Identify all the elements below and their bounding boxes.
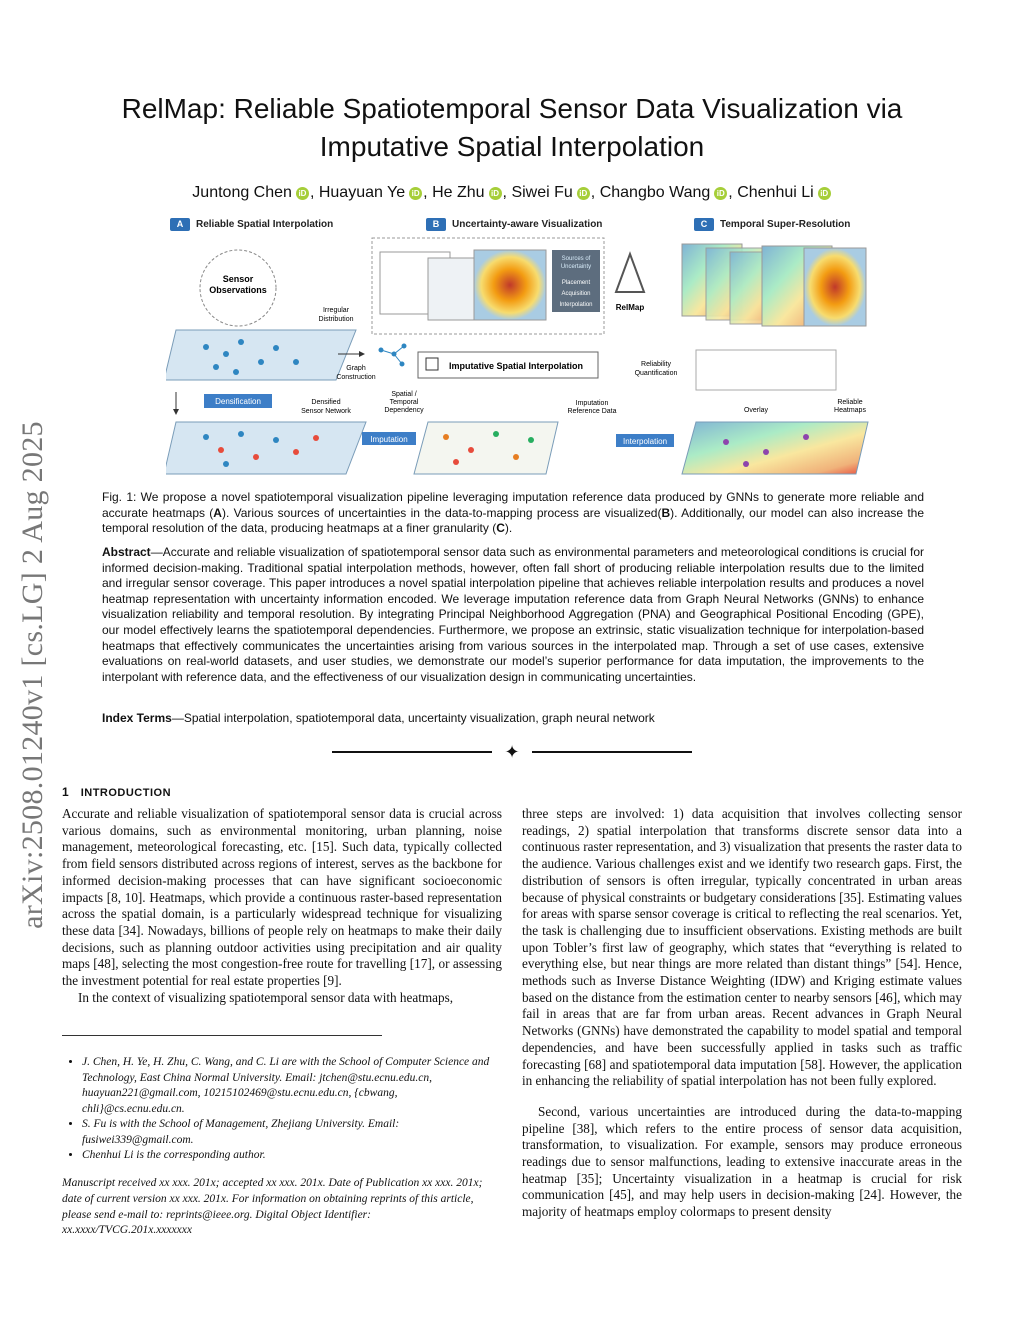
section-title: INTRODUCTION	[80, 787, 172, 799]
abstract-text: —Accurate and reliable visualization of spatiotemporal sensor data such as environmental parameters and meteorological conditions is crucial for informed decision-making. Traditional spatial interpolation methods, however, often fall short of producing reliable interpolation results due to the limited and irregular sensor coverage. This paper introduces a novel spatial interpolation pipeline that achieves reliable interpolation results and produces a novel heatmap representation with uncertainty information encoded. We leverage imputation reference data from Graph Neural Networks (GNNs) to enhance visualization reliability and temporal resolution. By integrating Principal Neighborhood Aggregation (PNA) and Geographical Positional Encoding (GPE), our model effectively learns the spatiotemporal dependencies. Furthermore, we propose an extrinsic, static visualization technique for interpolation-based heatmaps that effectively communicates the uncertainties arising from various sources in the interpolated map. Through a set of use cases, extensive evaluations on real-world datasets, and user studies, we demonstrate our model’s superior performance for data imputation, the improvements to the interpolant with reference data, and the effectiveness of our visualization design in communicating uncertainties.	[102, 545, 924, 684]
author-separator: ,	[309, 184, 315, 201]
author-separator: ,	[590, 184, 596, 201]
right-column	[522, 806, 962, 1221]
left-column	[62, 806, 502, 1006]
temporal-heatmap-stack	[682, 244, 866, 326]
panel-b-title: Uncertainty-aware Visualization	[452, 219, 603, 230]
abstract-label: Abstract	[102, 545, 151, 559]
section-divider	[332, 742, 692, 762]
intro-paragraph-1: Accurate and reliable visualization of spatiotemporal sensor data is crucial across various domains, such as environmental monitoring, urban planning, noise management, meteorological forecasting, etc. [15]. Such data, typically collected from field sensors distributed across regions of interest, serves as the backbone for informed decision-making processes that can have significant socioeconomic impacts [8, 10]. Heatmaps, which provide a continuous raster-based representation across the spatial domain, is a particularly widespread technique for visualizing these data [34]. Nowadays, billions of people rely on heatmaps to make their daily decisions, such as planning outdoor activities using precipitation and air quality maps [48], selecting the most congestion-free route for travelling [17], or assessing the investment potential for real estate properties [9].	[62, 806, 502, 989]
intro-paragraph-3: three steps are involved: 1) data acquisition that involves collecting sensor readings, 2) spatial interpolation that transforms discrete sensor data into a continuous raster representation, and 3) visualization that presents the raster data to the audience. Various challenges exist and we identify two research gaps. First, the distribution of sensors is often irregular, typically concentrated in urban areas because of physical constraints or budgetary considerations [35]. Estimating values for areas with sparse sensor coverage is critical to reflecting the real scenarios. Yet, the task is challenging due to insufficient observations. Existing methods are built upon Tobler’s first law of geography, which states that “everything is related to everything else, but near things are more related than distant things” [54]. Hence, methods such as Inverse Distance Weighting (IDW) and Kriging estimate values based on the distance from the estimation center to nearby sensors [46], which may fail in areas that are far from urban areas. Recent advances in Graph Neural Networks (GNNs) have demonstrated the capability to model spatial and temporal dependencies, and have been successfully applied in tasks such as traffic forecasting [68] and spatiotemporal data imputation [58]. However, the application in enhancing the reliability of spatial interpolation has not been fully explored.	[522, 806, 962, 1089]
densified-label: Densified	[311, 399, 341, 406]
figure-caption	[102, 490, 924, 537]
dependency-label: Dependency	[384, 407, 424, 414]
abstract	[102, 545, 924, 685]
orcid-icon[interactable]: iD	[489, 187, 502, 200]
intro-paragraph-2: In the context of visualizing spatiotemporal sensor data with heatmaps,	[78, 989, 454, 1005]
sources-label: Sources of	[561, 256, 591, 262]
author-name: He Zhu	[432, 184, 485, 201]
orcid-icon[interactable]: iD	[296, 187, 309, 200]
relmap-logo-icon	[616, 254, 644, 292]
panel-b-badge: B	[426, 218, 446, 231]
figure-1	[166, 212, 870, 480]
orcid-icon[interactable]: iD	[714, 187, 727, 200]
sensor-map-bottom	[166, 422, 366, 474]
graph-nodes	[379, 344, 406, 366]
sensor-observations-label-2: Observations	[209, 285, 267, 295]
author-name: Chenhui Li	[737, 184, 814, 201]
heatmap-layer-3	[474, 250, 546, 320]
caption-text-2: ). Various sources of uncertainties in the data-to-mapping process are visualized(	[221, 505, 662, 520]
caption-ref-c: C	[496, 521, 505, 536]
manuscript-note: Manuscript received xx xxx. 201x; accepted xx xxx. 201x. Date of Publication xx xxx. 201x; date of current version xx xxx. 201x. For information on obtaining reprints of this article, please send e-mail to: reprints@ieee.org. Digital Object Identifier: xx.xxxx/TVCG.201x.xxxxxxx	[62, 1177, 483, 1237]
arxiv-id: arXiv:2508.01240v1 [cs.LG] 2 Aug 2025	[16, 421, 49, 929]
author-name: Huayuan Ye	[318, 184, 406, 201]
author-name: Changbo Wang	[599, 184, 711, 201]
caption-label: Fig. 1:	[102, 490, 137, 504]
index-terms-label: Index Terms	[102, 711, 172, 725]
index-terms-text: —Spatial interpolation, spatiotemporal data, uncertainty visualization, graph neural network	[171, 711, 655, 725]
sensor-map-top	[166, 330, 356, 380]
author-separator: ,	[502, 184, 507, 201]
author-separator: ,	[423, 184, 428, 201]
panel-c-title: Temporal Super-Resolution	[720, 219, 851, 230]
overlay-label: Overlay	[743, 407, 769, 414]
caption-text-1: We propose a novel spatiotemporal visualization pipeline leveraging imputation reference data produced by GNNs to generate more reliable and accurate heatmaps (	[102, 490, 924, 520]
reliable-heatmap	[682, 422, 868, 474]
interpolation-button-label: Interpolation	[622, 437, 668, 446]
orcid-icon[interactable]: iD	[577, 187, 590, 200]
reliability-grid	[696, 350, 836, 390]
title-line-1: RelMap: Reliable Spatiotemporal Sensor Data Visualization via	[121, 93, 903, 124]
section-number: 1	[62, 785, 70, 799]
reliability-label: Reliability	[641, 361, 671, 368]
divider-star-icon: ✦	[504, 742, 520, 762]
author-list	[100, 184, 924, 202]
footnotes	[62, 1055, 502, 1164]
divider-line-left	[332, 751, 492, 753]
paper-title	[100, 90, 924, 166]
footnote-item: • S. Fu is with the School of Management, Zhejiang University. Email: fusiwei339@gmail.com.	[82, 1117, 502, 1148]
intro-paragraph-4: Second, various uncertainties are introduced during the data-to-mapping pipeline [38], which refers to the entire process of sensor data acquisition, transformation, to visualization. For example, sensors may produce erroneous readings due to sensor malfunctions, leading to extensive inaccurate areas in the heatmap [35]; Uncertainty visualization in a heatmap is crucial for risk communication [45], and may help users in decision-making [24]. However, the majority of heatmaps employ colormaps to present density	[522, 1103, 962, 1220]
imputation-button-label: Imputation	[370, 435, 408, 444]
pipeline-diagram	[166, 212, 870, 480]
interpolation-source-label: Interpolation	[559, 302, 593, 308]
placement-label: Placement	[561, 280, 591, 286]
title-line-2: Imputative Spatial Interpolation	[319, 131, 705, 162]
caption-ref-a: A	[213, 505, 222, 520]
acquisition-label: Acquisition	[561, 291, 591, 297]
distribution-label: Distribution	[318, 316, 354, 323]
imputation-map	[414, 422, 558, 474]
densification-label: Densification	[215, 397, 261, 406]
panel-a-badge: A	[170, 218, 190, 231]
temporal-label: Temporal	[389, 399, 419, 406]
index-terms	[102, 711, 924, 725]
sensor-network-label: Sensor Network	[301, 408, 351, 415]
reference-data-label: Reference Data	[567, 408, 617, 415]
graph-label: Graph	[346, 365, 366, 372]
arxiv-side-label	[8, 365, 58, 985]
author-separator: ,	[728, 184, 733, 201]
panel-c-badge: C	[694, 218, 714, 231]
footnote-item: • Chenhui Li is the corresponding author.	[82, 1148, 502, 1164]
sensor-observations-label: Sensor	[222, 274, 254, 284]
footnote-rule	[62, 1035, 382, 1036]
quantification-label: Quantification	[634, 370, 678, 377]
reliable-label: Reliable	[837, 399, 863, 406]
imputative-label: Imputative Spatial Interpolation	[448, 361, 584, 371]
relmap-label: RelMap	[615, 303, 645, 312]
heatmaps-label: Heatmaps	[834, 407, 866, 414]
orcid-icon[interactable]: iD	[409, 187, 422, 200]
panel-a-title: Reliable Spatial Interpolation	[196, 219, 334, 230]
spatial-label: Spatial /	[391, 391, 417, 398]
imputation-reference-label: Imputation	[575, 400, 609, 407]
footnote-item: • J. Chen, H. Ye, H. Zhu, C. Wang, and C. Li are with the School of Computer Science and Technology, East China Normal University. Email: jtchen@stu.ecnu.edu.cn, huayuan221@gmail.com, 10215102469@stu.ecnu.edu.cn, {cbwang, chli}@cs.ecnu.edu.cn.	[82, 1055, 502, 1117]
construction-label: Construction	[336, 374, 376, 381]
orcid-icon[interactable]: iD	[818, 187, 831, 200]
irregular-label: Irregular	[322, 307, 350, 314]
sources-label-2: Uncertainty	[560, 264, 592, 270]
caption-text-3: ). Additionally, our model can also increase the temporal resolution of the data, producing heatmaps at a finer granularity (	[102, 505, 925, 536]
section-heading	[62, 785, 171, 799]
caption-text-4: ).	[504, 521, 513, 536]
author-name: Siwei Fu	[511, 184, 573, 201]
divider-line-right	[532, 751, 692, 753]
caption-ref-b: B	[661, 505, 671, 520]
author-name: Juntong Chen	[192, 184, 292, 201]
